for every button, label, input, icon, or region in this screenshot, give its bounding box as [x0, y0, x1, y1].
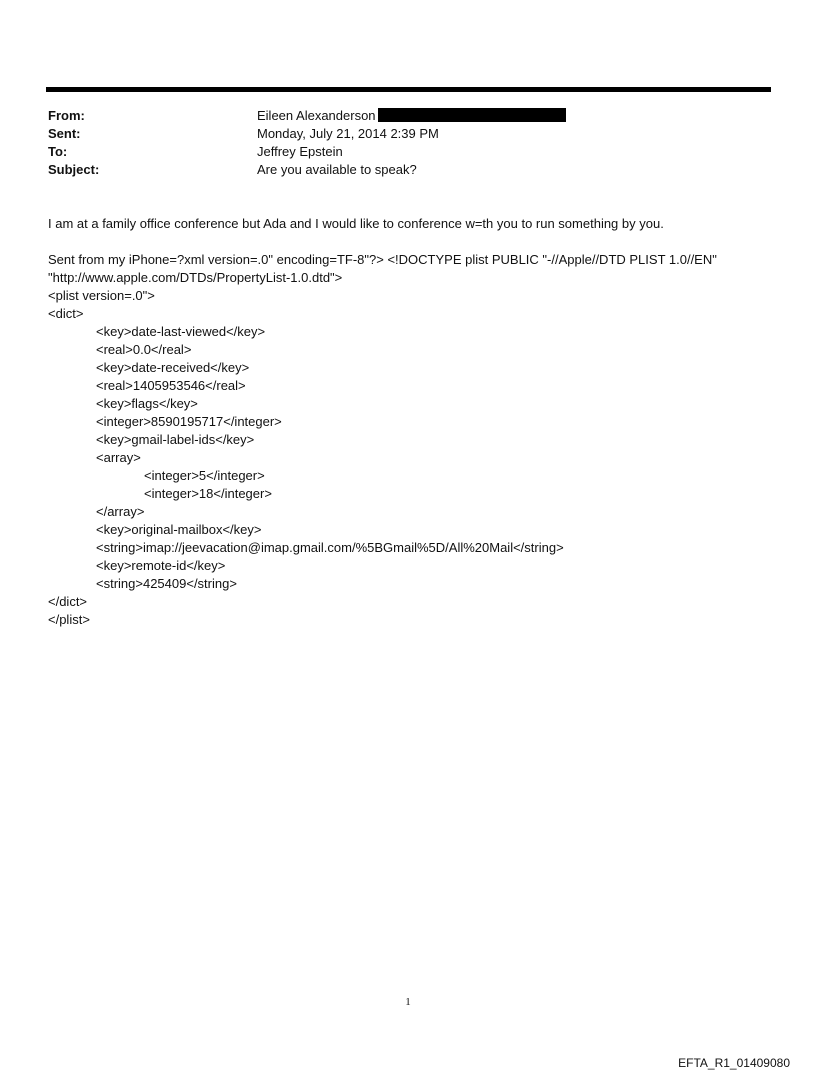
plist-line: <integer>18</integer> — [144, 486, 272, 501]
subject-value: Are you available to speak? — [257, 162, 417, 177]
sent-row — [48, 125, 748, 143]
plist-content — [48, 251, 778, 629]
sent-label: Sent: — [48, 126, 81, 141]
from-value — [257, 107, 748, 125]
plist-line: <key>date-received</key> — [96, 360, 250, 375]
plist-line: <real>0.0</real> — [96, 342, 192, 357]
plist-line: <string>425409</string> — [96, 576, 237, 591]
plist-line: </plist> — [48, 612, 90, 627]
plist-line: <dict> — [48, 306, 84, 321]
from-name: Eileen Alexanderson — [257, 108, 376, 123]
plist-line: <key>original-mailbox</key> — [96, 522, 262, 537]
plist-line: <key>remote-id</key> — [96, 558, 226, 573]
to-label: To: — [48, 144, 68, 159]
subject-row — [48, 161, 748, 179]
plist-line: Sent from my iPhone=?xml version=.0" encoding=TF-8"?> <!DOCTYPE plist PUBLIC "-//Apple//DTD PLIST 1.0//EN" — [48, 252, 717, 267]
email-body — [48, 215, 778, 629]
header-divider — [46, 87, 771, 92]
plist-line: <key>gmail-label-ids</key> — [96, 432, 255, 447]
from-row — [48, 107, 748, 125]
to-value: Jeffrey Epstein — [257, 144, 343, 159]
email-header — [48, 107, 748, 179]
plist-line: "http://www.apple.com/DTDs/PropertyList-1.0.dtd"> — [48, 270, 343, 285]
page-number: 1 — [405, 996, 411, 1008]
plist-line: <array> — [96, 450, 141, 465]
plist-line: <integer>8590195717</integer> — [96, 414, 282, 429]
to-row — [48, 143, 748, 161]
sent-value: Monday, July 21, 2014 2:39 PM — [257, 126, 439, 141]
plist-line: <key>flags</key> — [96, 396, 198, 411]
bates-number: EFTA_R1_01409080 — [678, 1056, 790, 1070]
redaction-block — [378, 108, 566, 122]
from-label: From: — [48, 108, 85, 123]
plist-line: <string>imap://jeevacation@imap.gmail.com/%5BGmail%5D/All%20Mail</string> — [96, 540, 564, 555]
plist-line: <plist version=.0"> — [48, 288, 155, 303]
plist-line: </array> — [96, 504, 145, 519]
plist-line: <integer>5</integer> — [144, 468, 265, 483]
subject-label: Subject: — [48, 162, 100, 177]
plist-line: <real>1405953546</real> — [96, 378, 246, 393]
plist-line: </dict> — [48, 594, 88, 609]
message-text: I am at a family office conference but Ada and I would like to conference w=th you to run something by you. — [48, 216, 664, 231]
plist-line: <key>date-last-viewed</key> — [96, 324, 266, 339]
